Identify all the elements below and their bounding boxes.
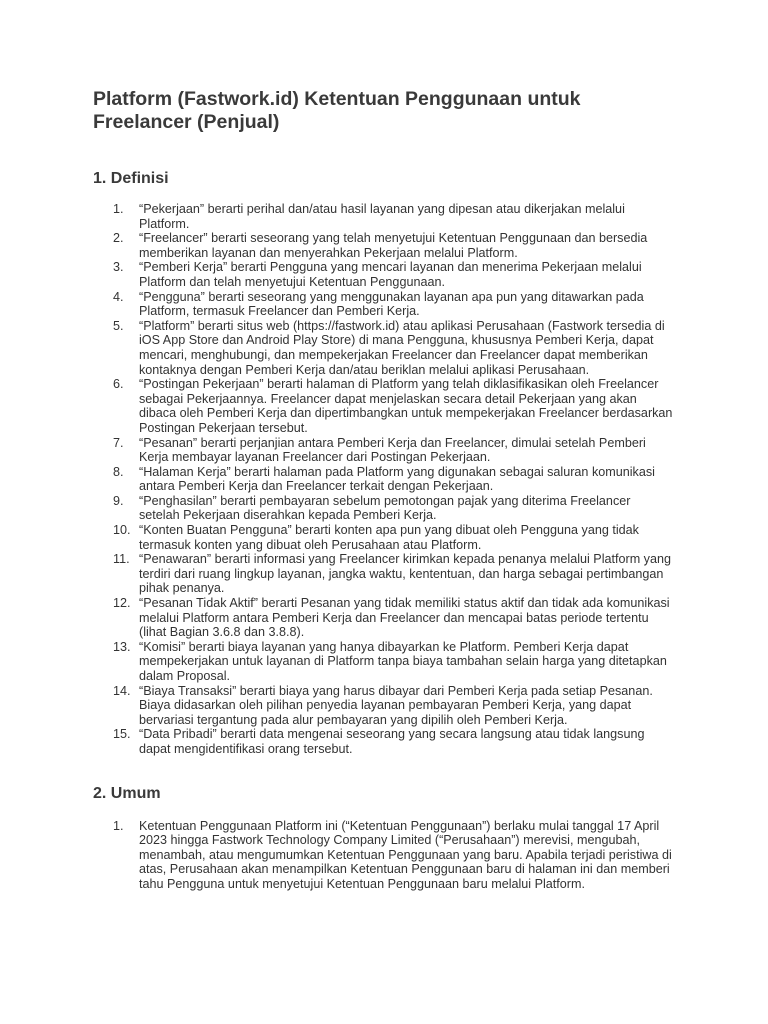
list-item-text: “Pekerjaan” berarti perihal dan/atau hasil layanan yang dipesan atau dikerjakan melalui Platform. bbox=[139, 202, 625, 231]
list-item bbox=[93, 640, 678, 684]
document-title: Platform (Fastwork.id) Ketentuan Penggunaan untuk Freelancer (Penjual) bbox=[93, 88, 581, 133]
list-item-text: “Freelancer” berarti seseorang yang telah menyetujui Ketentuan Penggunaan dan bersedia memberikan layanan dan menyerahkan Pekerjaan melalui Platform. bbox=[139, 231, 648, 260]
list-item bbox=[93, 727, 678, 756]
list-item-text: “Pesanan” berarti perjanjian antara Pemberi Kerja dan Freelancer, dimulai setelah Pemberi Kerja membayar layanan Freelancer dari Postingan Pekerjaan. bbox=[139, 435, 646, 465]
list-item-number-label: 10. bbox=[113, 523, 131, 538]
list-item-number bbox=[93, 290, 139, 319]
list-item-text: “Postingan Pekerjaan” berarti halaman di Platform yang telah diklasifikasikan oleh Freelancer sebagai Pekerjaannya. Freelancer dapat menjelaskan secara detail Pekerjaan yang akan dibaca oleh Pemberi Kerja dan dipertimbangkan untuk mempekerjakan Freelancer berdasarkan Postingan Pekerjaan tersebut. bbox=[139, 377, 673, 435]
list-item-text: “Penghasilan” berarti pembayaran sebelum pemotongan pajak yang diterima Freelancer setelah Pekerjaan diserahkan kepada Pemberi Kerja. bbox=[139, 493, 631, 523]
general-terms-list bbox=[93, 819, 678, 892]
list-item-number-label: 1. bbox=[113, 202, 124, 216]
list-item-number bbox=[93, 552, 139, 596]
list-item-text: “Pesanan Tidak Aktif” berarti Pesanan yang tidak memiliki status aktif dan tidak ada komunikasi melalui Platform antara Pemberi Kerja dan Freelancer dan mencapai batas periode tertentu (lihat Bagian 3.6.8 dan 3.8.8). bbox=[139, 596, 670, 640]
list-item-number bbox=[93, 819, 139, 892]
list-item-number bbox=[93, 436, 139, 465]
list-item bbox=[93, 319, 678, 377]
list-item-text: “Konten Buatan Pengguna” berarti konten apa pun yang dibuat oleh Pengguna yang tidak termasuk konten yang dibuat oleh Perusahaan atau Platform. bbox=[139, 523, 639, 552]
list-item bbox=[93, 552, 678, 596]
list-item bbox=[93, 494, 678, 523]
list-item-number bbox=[93, 231, 139, 260]
list-item-number bbox=[93, 494, 139, 523]
list-item-number-label: 15. bbox=[113, 727, 131, 742]
list-item-number bbox=[93, 377, 139, 435]
list-item-number bbox=[93, 727, 139, 756]
list-item-text: “Platform” berarti situs web (https://fastwork.id) atau aplikasi Perusahaan (Fastwork tersedia di iOS App Store dan Android Play Store) di mana Pengguna, khususnya Pemberi Kerja, dapat mencari, menghubungi, dan mempekerjakan Freelancer dan Freelancer dapat memberikan kontaknya dengan Pemberi Kerja dan/atau beriklan melalui aplikasi Perusahaan. bbox=[139, 318, 665, 377]
definition-list bbox=[93, 202, 678, 757]
section-heading-definisi: 1. Definisi bbox=[93, 170, 169, 187]
list-item-number bbox=[93, 260, 139, 289]
list-item-number-label: 2. bbox=[113, 231, 124, 246]
list-item bbox=[93, 377, 678, 435]
list-item-number bbox=[93, 523, 139, 552]
list-item-number-label: 12. bbox=[113, 596, 131, 611]
list-item bbox=[93, 231, 678, 260]
list-item bbox=[93, 465, 678, 494]
list-item-number-label: 11. bbox=[113, 552, 130, 567]
list-item-number bbox=[93, 319, 139, 377]
list-item-text: “Halaman Kerja” berarti halaman pada Platform yang digunakan sebagai saluran komunikasi antara Pemberi Kerja dan Freelancer terkait dengan Pekerjaan. bbox=[139, 464, 655, 494]
list-item-number bbox=[93, 465, 139, 494]
list-item-text: “Data Pribadi” berarti data mengenai seseorang yang secara langsung atau tidak langsung dapat mengidentifikasi orang tersebut. bbox=[139, 727, 645, 756]
list-item bbox=[93, 684, 678, 728]
list-item bbox=[93, 436, 678, 465]
list-item-text: Ketentuan Penggunaan Platform ini (“Ketentuan Penggunaan”) berlaku mulai tanggal 17 April 2023 hingga Fastwork Technology Company Limited (“Perusahaan”) merevisi, mengubah, menambah, atau mengumumkan Ketentuan Penggunaan yang baru. Apabila terjadi peristiwa di atas, Perusahaan akan menampilkan Ketentuan Penggunaan baru di halaman ini dan memberi tahu Pengguna untuk menyetujui Ketentuan Penggunaan baru melalui Platform. bbox=[139, 818, 672, 891]
list-item-number bbox=[93, 684, 139, 728]
list-item-text: “Komisi” berarti biaya layanan yang hanya dibayarkan ke Platform. Pemberi Kerja dapat mempekerjakan untuk layanan di Platform tanpa biaya tambahan selain harga yang ditetapkan dalam Proposal. bbox=[139, 639, 667, 683]
document-page bbox=[93, 88, 678, 892]
list-item-number bbox=[93, 202, 139, 231]
list-item-number-label: 8. bbox=[113, 464, 124, 479]
list-item bbox=[93, 596, 678, 640]
list-item-number bbox=[93, 640, 139, 684]
section-heading-umum: 2. Umum bbox=[93, 784, 161, 802]
list-item-number-label: 3. bbox=[113, 260, 124, 275]
list-item-number-label: 6. bbox=[113, 377, 124, 392]
list-item-text: “Pengguna” berarti seseorang yang menggunakan layanan apa pun yang ditawarkan pada Platform, termasuk Freelancer dan Pemberi Kerja. bbox=[139, 289, 644, 319]
list-item bbox=[93, 290, 678, 319]
list-item-number bbox=[93, 596, 139, 640]
list-item-text: “Pemberi Kerja” berarti Pengguna yang mencari layanan dan menerima Pekerjaan melalui Platform dan telah menyetujui Ketentuan Penggunaan. bbox=[139, 260, 642, 289]
list-item-number-label: 13. bbox=[113, 639, 131, 654]
list-item-number-label: 4. bbox=[113, 289, 124, 304]
list-item bbox=[93, 819, 678, 892]
list-item-text: “Penawaran” berarti informasi yang Freelancer kirimkan kepada penanya melalui Platform yang terdiri dari ruang lingkup layanan, jangka waktu, kententuan, dan harga sebagai pertimbangan pihak penanya. bbox=[139, 552, 671, 596]
list-item-number-label: 1. bbox=[113, 818, 124, 833]
list-item-number-label: 14. bbox=[113, 683, 131, 698]
list-item bbox=[93, 260, 678, 289]
list-item bbox=[93, 202, 678, 231]
list-item-number-label: 5. bbox=[113, 318, 124, 333]
list-item-number-label: 9. bbox=[113, 493, 124, 508]
list-item-text: “Biaya Transaksi” berarti biaya yang harus dibayar dari Pemberi Kerja pada setiap Pesanan. Biaya didasarkan oleh pilihan penyedia layanan pembayaran Pemberi Kerja, yang dapat bervariasi tergantung pada alur pembayaran yang dipilih oleh Pemberi Kerja. bbox=[139, 683, 653, 727]
list-item bbox=[93, 523, 678, 552]
list-item-number-label: 7. bbox=[113, 435, 124, 450]
